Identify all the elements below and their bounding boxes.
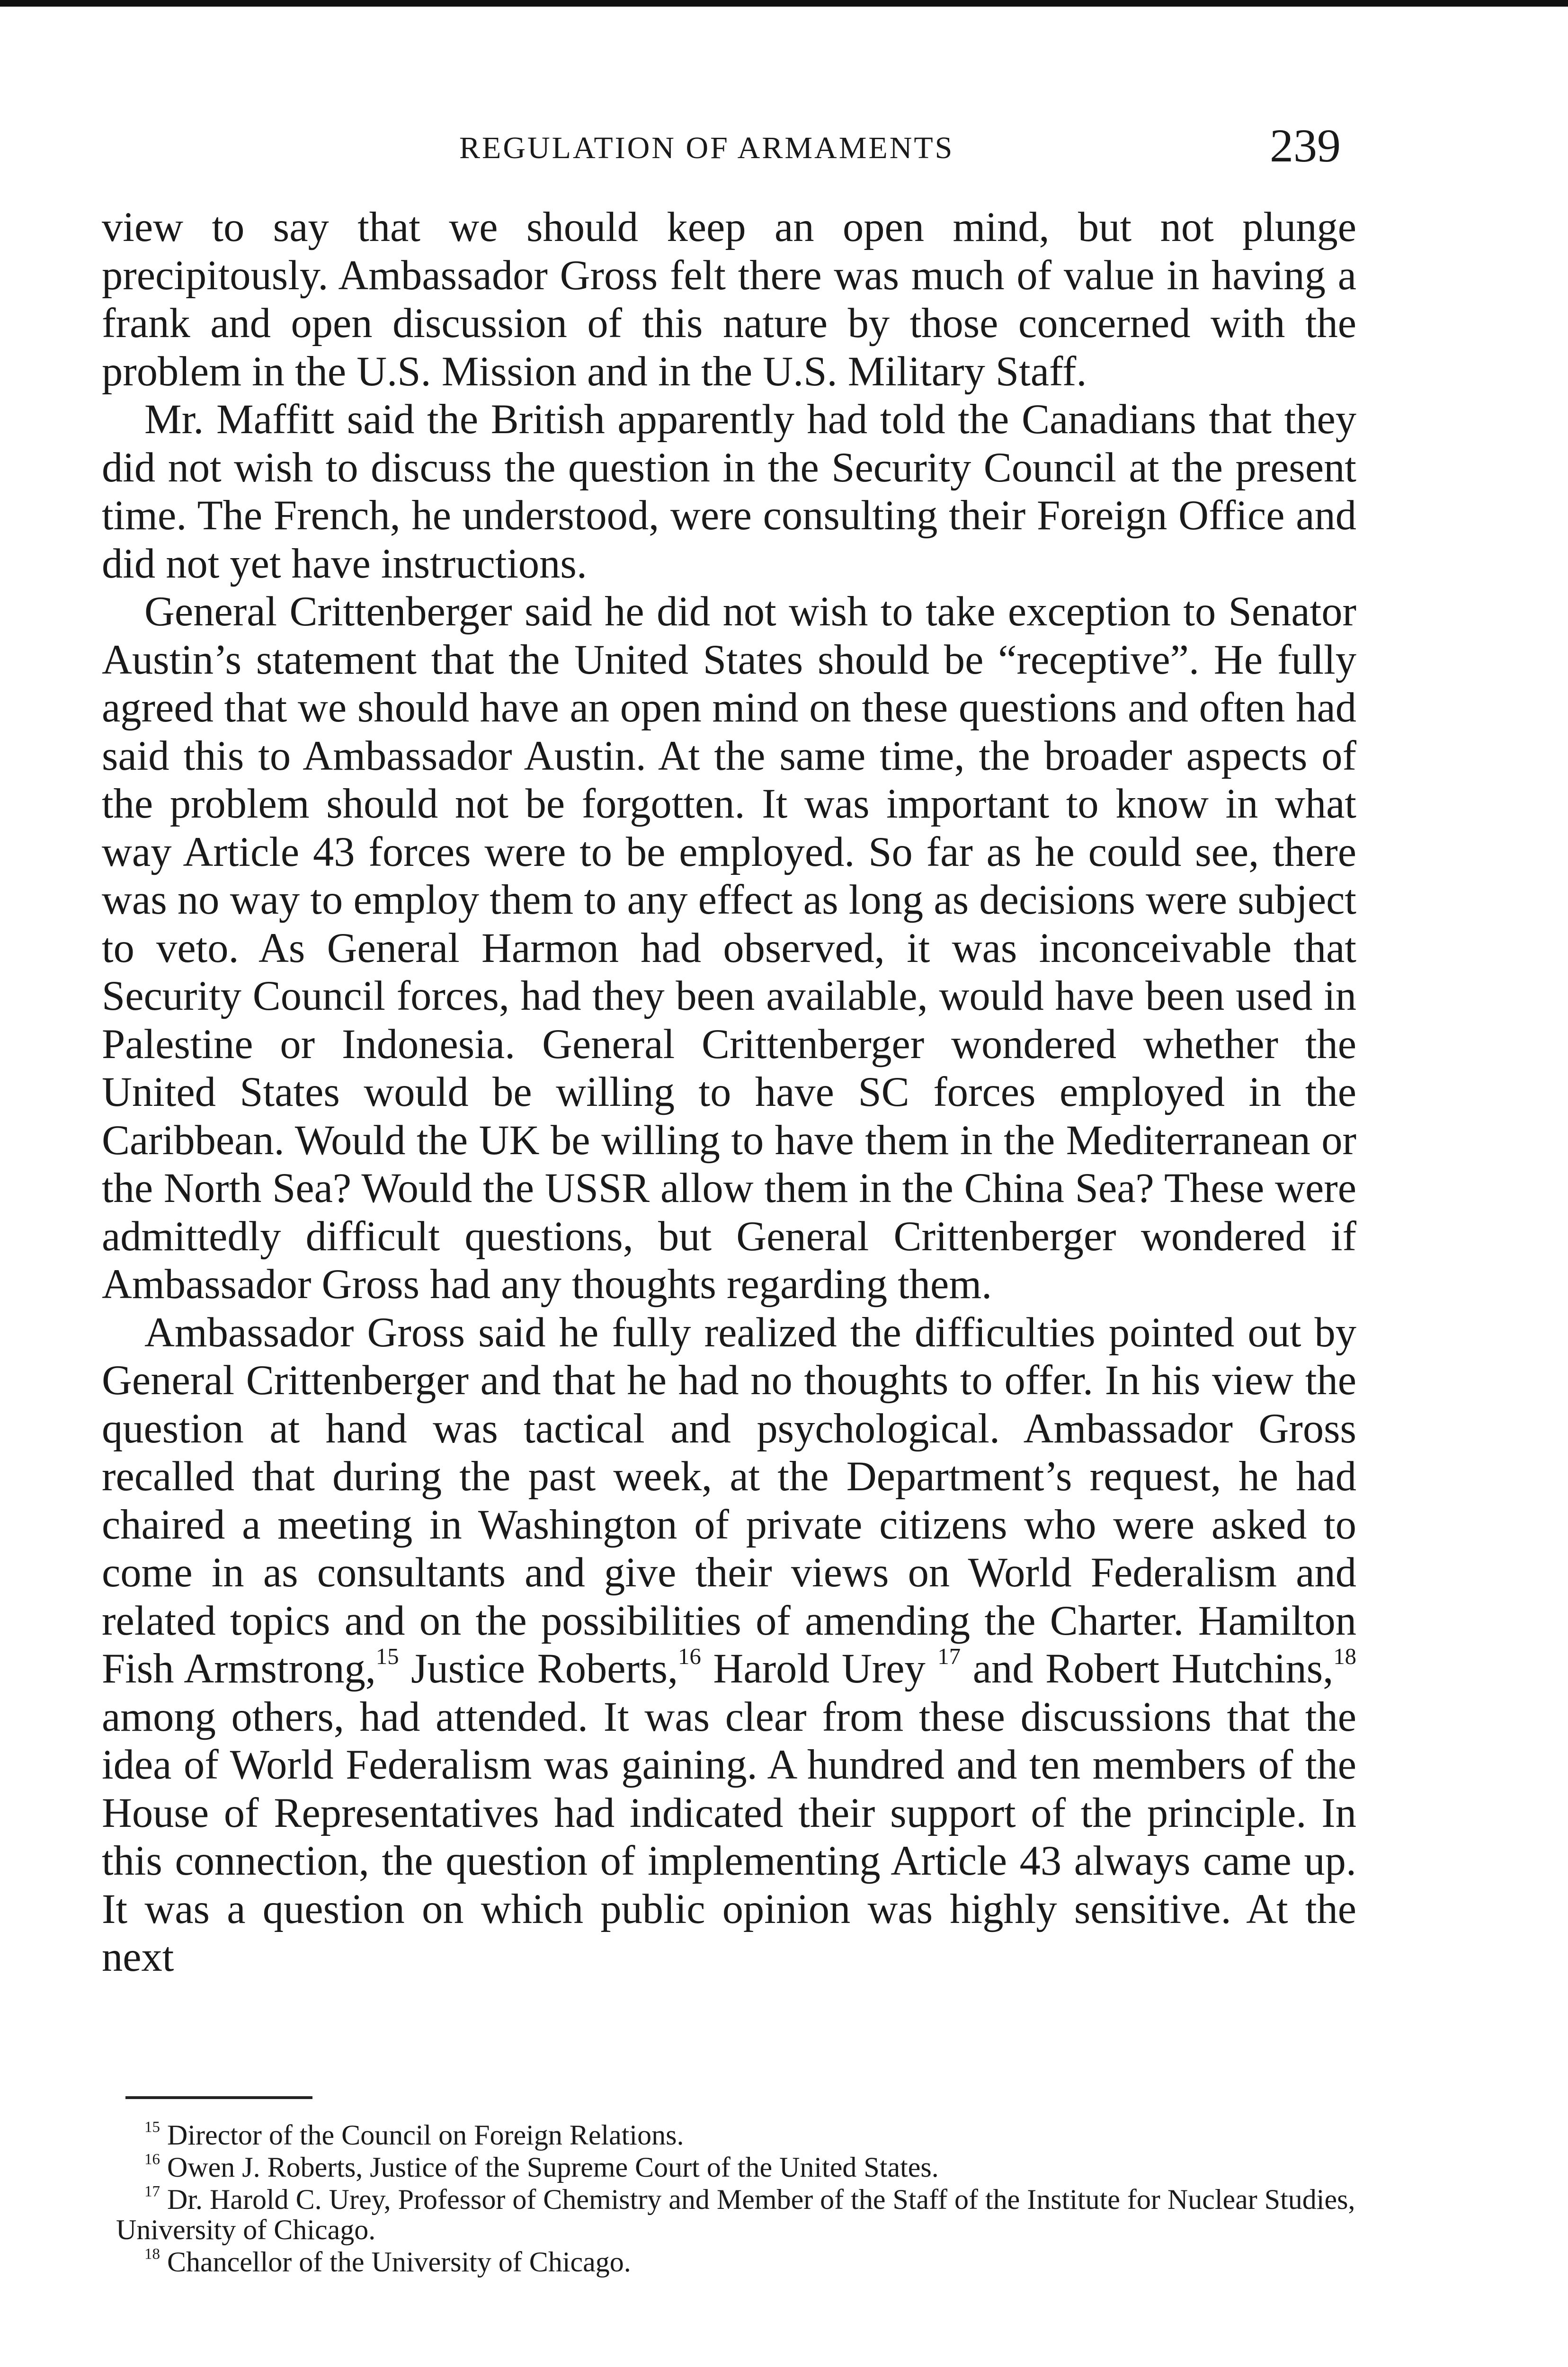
footnote-15 (116, 2120, 1366, 2150)
footnote-ref-15[interactable]: 15 (375, 1644, 399, 1670)
footnote-text: Owen J. Roberts, Justice of the Supreme Court of the United States. (167, 2152, 939, 2183)
footnote-ref-16[interactable]: 16 (678, 1644, 701, 1670)
footnote-number: 17 (144, 2183, 160, 2200)
paragraph: General Crittenberger said he did not wish to take exception to Senator Austin’s statement that the United States should be “receptive”. He fully agreed that we should have an open mind on these questions and often had said this to Ambassador Austin. At the same time, the broader aspects of the problem should not be forgotten. It was important to know in what way Article 43 forces were to be employed. So far as he could see, there was no way to employ them to any effect as long as decisions were subject to veto. As General Harmon had observed, it was inconceivable that Security Council forces, had they been available, would have been used in Palestine or Indonesia. General Crittenberger wondered whether the United States would be willing to have SC forces employed in the Caribbean. Would the UK be willing to have them in the Mediterranean or the North Sea? Would the USSR allow them in the China Sea? These were admittedly difficult questions, but General Crittenberger wondered if Ambassador Gross had any thoughts regarding them. (102, 588, 1356, 1308)
paragraph-text: Justice Roberts, (399, 1646, 678, 1692)
footnote-text: Director of the Council on Foreign Relations. (167, 2119, 684, 2151)
running-head: REGULATION OF ARMAMENTS (459, 131, 954, 165)
footnote-number: 16 (144, 2151, 160, 2168)
paragraph (102, 1309, 1356, 1982)
footnote-number: 18 (144, 2245, 160, 2263)
footnote-number: 15 (144, 2118, 160, 2136)
footnote-divider (125, 2096, 312, 2099)
paragraph-text: Harold Urey (701, 1646, 938, 1692)
footnote-16 (116, 2152, 1366, 2182)
paragraph-text: and Robert Hutchins, (961, 1646, 1334, 1692)
footnotes (116, 2120, 1366, 2279)
body-text (102, 204, 1356, 1982)
footnote-ref-17[interactable]: 17 (937, 1644, 961, 1670)
footnote-18 (116, 2247, 1366, 2277)
top-border-rule (0, 0, 1568, 7)
paragraph: view to say that we should keep an open mind, but not plunge precipitously. Ambassador Gross felt there was much of value in having a frank and open discussion of this nature by those concerned with the problem in the U.S. Mission and in the U.S. Military Staff. (102, 204, 1356, 395)
paragraph: Mr. Maffitt said the British apparently had told the Canadians that they did not wish to discuss the question in the Security Council at the present time. The French, he understood, were consulting their Foreign Office and did not yet have instructions. (102, 396, 1356, 587)
page-number: 239 (1270, 119, 1341, 172)
paragraph-text: Ambassador Gross said he fully realized the difficulties pointed out by General Crittenberger and that he had no thoughts to offer. In his view the question at hand was tactical and psychological. Ambassador Gross recalled that during the past week, at the Department’s request, he had chaired a meeting in Washington of private citizens who were asked to come in as consultants and give their views on World Federalism and related topics and on the possibilities of amending the Charter. Hamilton Fish Armstrong, (102, 1309, 1356, 1692)
paragraph-text: among others, had attended. It was clear from these discussions that the idea of World Federalism was gaining. A hundred and ten members of the House of Representatives had indicated their support of the principle. In this connection, the question of implementing Article 43 always came up. It was a question on which public opinion was highly sensitive. At the next (102, 1693, 1356, 1980)
footnote-text: Dr. Harold C. Urey, Professor of Chemistry and Member of the Staff of the Institute for Nuclear Studies, University of Chicago. (116, 2184, 1355, 2245)
footnote-17 (116, 2184, 1366, 2245)
footnote-text: Chancellor of the University of Chicago. (167, 2246, 631, 2278)
footnote-ref-18[interactable]: 18 (1333, 1644, 1356, 1670)
